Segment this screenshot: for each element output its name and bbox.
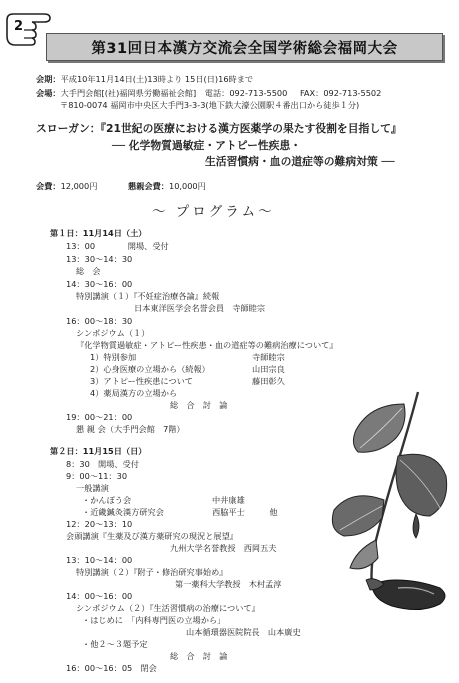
day2-line: 西脇平士 他: [212, 507, 278, 517]
slogan-line3: 生活習慣病・血の道症等の難病対策 ──: [205, 155, 395, 168]
day1-line: 4）薬局漢方の立場から: [90, 388, 178, 398]
day2-line: 12：20〜13：10: [66, 519, 133, 529]
day2-line: ・他２〜３題予定: [82, 639, 148, 649]
venue-line: [36, 88, 381, 99]
day1-line: 『化学物質過敏症・アトピー性疾患・血の道症等の難病治療について』: [76, 340, 338, 350]
venue-fax: FAX：092-713-5502: [299, 88, 382, 98]
slogan-main: 『21世紀の医療における漢方医薬学の果たす役割を目指して』: [100, 122, 402, 135]
day1-line: 藤田彰久: [252, 376, 285, 386]
day2-line: 9：00〜11：30: [66, 471, 128, 481]
day1-line: 総 合 討 論: [170, 400, 228, 410]
day2-line: 山本循環器医院院長 山本廣史: [186, 627, 301, 637]
date-line: [36, 74, 253, 85]
slogan-label: スローガン：: [36, 122, 101, 135]
day1-line: 1）特別参加: [90, 352, 137, 362]
day1-line: 3）アトピー性疾患について: [90, 376, 193, 386]
party-fee-value: 10,000円: [168, 181, 206, 191]
day2-line: 特別講演（２）『附子・修治研究事始め』: [76, 567, 228, 577]
day2-line: 16：00〜16：05 閉会: [66, 663, 157, 673]
page-number: 2: [14, 19, 24, 34]
slogan-main-line: [36, 121, 402, 136]
day2-line: 14：00〜16：00: [66, 591, 133, 601]
day1-line: 13：30〜14：30: [66, 254, 133, 264]
day2-line: ・かんぽう会: [82, 495, 132, 505]
day2-line: 総 合 討 論: [170, 651, 228, 661]
fee-label: 会費：: [36, 181, 61, 191]
day2-line: 第一薬科大学教授 木村孟淳: [175, 579, 282, 589]
venue-label: 会場：: [36, 88, 61, 98]
day2-line: 13：10〜14：00: [66, 555, 133, 565]
day2-line: ・近畿鍼灸漢方研究会: [82, 507, 164, 517]
day1-line: 2）心身医療の立場から（続報）: [90, 364, 210, 374]
day1-line: 総 会: [76, 266, 101, 276]
day1-line: 山田宗良: [252, 364, 285, 374]
date-value: 平成10年11月14日(土)13時より 15日(日)16時まで: [60, 74, 254, 84]
day2-line: 中井康雄: [212, 495, 245, 505]
day1-line: 13：00 開場、受付: [66, 241, 169, 251]
day2-line: 一般講演: [76, 483, 109, 493]
day2-line: 九州大学名誉教授 西岡五夫: [170, 543, 277, 553]
venue-address: 〒810-0074 福岡市中央区大手門3-3-3(地下鉄大濠公園駅４番出口から徒歩１分): [60, 100, 360, 110]
day2-line: シンポジウム（２）『生活習慣病の治療について』: [76, 603, 260, 613]
fees-line: [36, 181, 206, 192]
day1-line: 16：00〜18：30: [66, 316, 133, 326]
day1-line: 日本東洋医学会名誉会員 寺師睦宗: [134, 303, 266, 313]
party-fee-label: 懇親会費：: [128, 181, 169, 191]
day2-line: 8：30 開場、受付: [66, 459, 139, 469]
day1-line: 特別講演（１）『不妊症治療各論』続報: [76, 291, 220, 301]
date-label: 会期：: [36, 74, 61, 84]
day2-line: 会頭講演『生薬及び漢方薬研究の現況と展望』: [66, 531, 238, 541]
event-title: 第31回日本漢方交流会全国学術総会福岡大会: [46, 33, 443, 61]
day1-line: 14：30〜16：00: [66, 279, 133, 289]
day1-line: 19：00〜21：00: [66, 412, 133, 422]
day2-header: 第２日：11月15日（日）: [50, 446, 147, 456]
eggplant-illustration: [300, 390, 450, 625]
day1-line: シンポジウム（１）: [76, 328, 150, 338]
day1-line: 懇 親 会（大手門会館 7階）: [76, 424, 185, 434]
slogan-line2: ── 化学物質過敏症・アトピー性疾患・: [112, 139, 302, 152]
venue-tel: 電話：092-713-5500: [204, 88, 288, 98]
day2-line: ・はじめに 「内科専門医の立場から」: [82, 615, 226, 625]
day1-line: 寺師睦宗: [252, 352, 285, 362]
day1-header: 第１日：11月14日（土）: [50, 228, 147, 238]
program-title: 〜 プログラム〜: [152, 204, 275, 220]
venue-name: 大手門会館[(社)福岡県労働福祉会館]: [60, 88, 197, 98]
fee-value: 12,000円: [60, 181, 98, 191]
